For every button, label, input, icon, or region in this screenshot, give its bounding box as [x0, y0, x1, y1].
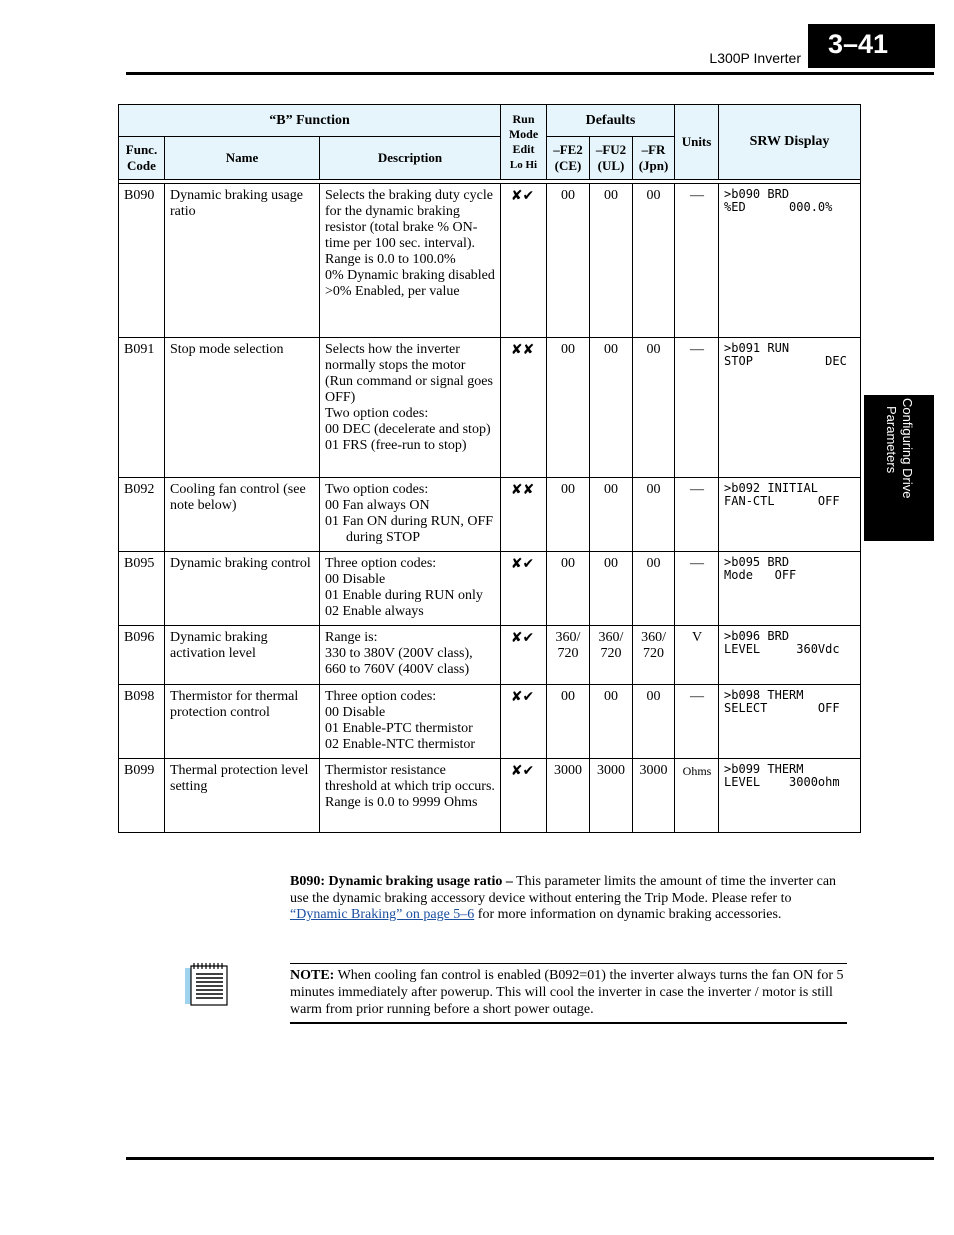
default-fe2: 00: [547, 552, 590, 626]
default-fr: 00: [633, 552, 675, 626]
table-row: [119, 184, 861, 338]
units: —: [675, 685, 719, 759]
default-fu2: 360/ 720: [590, 626, 633, 685]
run-mode-edit: ✘✔: [501, 184, 547, 338]
default-fr: 00: [633, 478, 675, 552]
table-row: [119, 685, 861, 759]
func-code-header: Func. Code: [119, 137, 165, 180]
param-name: Stop mode selection: [165, 338, 320, 478]
table-row: [119, 478, 861, 552]
defaults-header: Defaults: [547, 105, 675, 137]
b090-description-paragraph: [290, 874, 850, 924]
side-tab-line1: Configuring Drive: [900, 398, 915, 499]
side-tab-line2: Parameters: [884, 406, 899, 474]
default-fu2: 00: [590, 338, 633, 478]
default-fr: 360/ 720: [633, 626, 675, 685]
param-description: Two option codes: 00 Fan always ON 01 Fan ON during RUN, OFF during STOP: [320, 478, 501, 552]
note-body: When cooling fan control is enabled (B092=01) the inverter always turns the fan ON for 5 minutes immediately after powerup. This will cool the inverter in case the inverter / motor is still warm from prior running before a short power outage.: [290, 968, 844, 1017]
notepad-icon: [183, 960, 231, 1008]
body-text-1: This parameter limits the amount of time the inverter can use the dynamic braking accessory device without entering the Trip Mode. Please refer to: [290, 874, 837, 906]
func-code: B096: [119, 626, 165, 685]
param-name: Dynamic braking control: [165, 552, 320, 626]
default-fe2: 00: [547, 685, 590, 759]
param-description: Thermistor resistance threshold at which trip occurs. Range is 0.0 to 9999 Ohms: [320, 759, 501, 833]
table-row: [119, 626, 861, 685]
note-text: [290, 967, 850, 1018]
func-code: B095: [119, 552, 165, 626]
param-description: Three option codes: 00 Disable 01 Enable during RUN only 02 Enable always: [320, 552, 501, 626]
units-header: Units: [675, 105, 719, 180]
default-fe2: 3000: [547, 759, 590, 833]
description-header: Description: [320, 137, 501, 180]
run-mode-edit: ✘✘: [501, 478, 547, 552]
note-rule-top: [290, 963, 847, 964]
param-name: Thermal protection level setting: [165, 759, 320, 833]
param-name: Dynamic braking activation level: [165, 626, 320, 685]
srw-display: >b091 RUN STOP DEC: [719, 338, 861, 478]
run-mode-edit: ✘✔: [501, 626, 547, 685]
run-mode-edit: ✘✔: [501, 759, 547, 833]
default-fu2: 00: [590, 478, 633, 552]
table-row: [119, 552, 861, 626]
run-mode-edit: ✘✔: [501, 685, 547, 759]
units: Ohms: [675, 759, 719, 833]
units: V: [675, 626, 719, 685]
param-description: Three option codes: 00 Disable 01 Enable-PTC thermistor 02 Enable-NTC thermistor: [320, 685, 501, 759]
header-rule: [126, 72, 934, 75]
section-side-tab: [864, 395, 934, 541]
srw-display-header: SRW Display: [719, 105, 861, 180]
func-code: B091: [119, 338, 165, 478]
b090-lead: B090: Dynamic braking usage ratio –: [290, 874, 513, 889]
run-mode-header: Run Mode Edit Lo Hi: [501, 105, 547, 180]
fe2-header: –FE2 (CE): [547, 137, 590, 180]
default-fe2: 00: [547, 338, 590, 478]
units: —: [675, 478, 719, 552]
dynamic-braking-link[interactable]: “Dynamic Braking” on page 5–6: [290, 907, 475, 922]
units: —: [675, 552, 719, 626]
default-fu2: 00: [590, 685, 633, 759]
srw-display: >b092 INITIAL FAN-CTL OFF: [719, 478, 861, 552]
default-fe2: 360/ 720: [547, 626, 590, 685]
param-name: Thermistor for thermal protection control: [165, 685, 320, 759]
body-text-2: for more information on dynamic braking accessories.: [474, 907, 782, 922]
run-mode-edit: ✘✘: [501, 338, 547, 478]
srw-display: >b098 THERM SELECT OFF: [719, 685, 861, 759]
srw-display: >b096 BRD LEVEL 360Vdc: [719, 626, 861, 685]
table-row: [119, 338, 861, 478]
default-fr: 00: [633, 184, 675, 338]
param-name: Cooling fan control (see note below): [165, 478, 320, 552]
srw-display: >b095 BRD Mode OFF: [719, 552, 861, 626]
footer-rule: [126, 1157, 934, 1160]
func-code: B098: [119, 685, 165, 759]
param-description: Selects how the inverter normally stops the motor (Run command or signal goes OFF) Two option codes: 00 DEC (decelerate and stop) 01 FRS (free-run to stop): [320, 338, 501, 478]
srw-display: >b099 THERM LEVEL 3000ohm: [719, 759, 861, 833]
srw-display: >b090 BRD %ED 000.0%: [719, 184, 861, 338]
units: —: [675, 184, 719, 338]
group-header: “B” Function: [119, 105, 501, 137]
func-code: B090: [119, 184, 165, 338]
param-description: Selects the braking duty cycle for the dynamic braking resistor (total brake % ON-time per 100 sec. interval). Range is 0.0 to 100.0% 0% Dynamic braking disabled >0% Enabled, per value: [320, 184, 501, 338]
func-code: B099: [119, 759, 165, 833]
default-fu2: 00: [590, 184, 633, 338]
header-title: L300P Inverter: [709, 50, 801, 66]
fr-header: –FR (Jpn): [633, 137, 675, 180]
name-header: Name: [165, 137, 320, 180]
default-fu2: 00: [590, 552, 633, 626]
default-fr: 00: [633, 338, 675, 478]
note-rule-bottom: [290, 1022, 847, 1024]
default-fe2: 00: [547, 478, 590, 552]
fu2-header: –FU2 (UL): [590, 137, 633, 180]
page-number: 3–41: [808, 24, 935, 68]
b-function-table: [118, 104, 861, 833]
units: —: [675, 338, 719, 478]
default-fr: 3000: [633, 759, 675, 833]
param-name: Dynamic braking usage ratio: [165, 184, 320, 338]
table-row: [119, 759, 861, 833]
default-fe2: 00: [547, 184, 590, 338]
note-label: NOTE:: [290, 968, 335, 983]
func-code: B092: [119, 478, 165, 552]
param-description: Range is: 330 to 380V (200V class), 660 to 760V (400V class): [320, 626, 501, 685]
run-mode-edit: ✘✔: [501, 552, 547, 626]
default-fu2: 3000: [590, 759, 633, 833]
default-fr: 00: [633, 685, 675, 759]
